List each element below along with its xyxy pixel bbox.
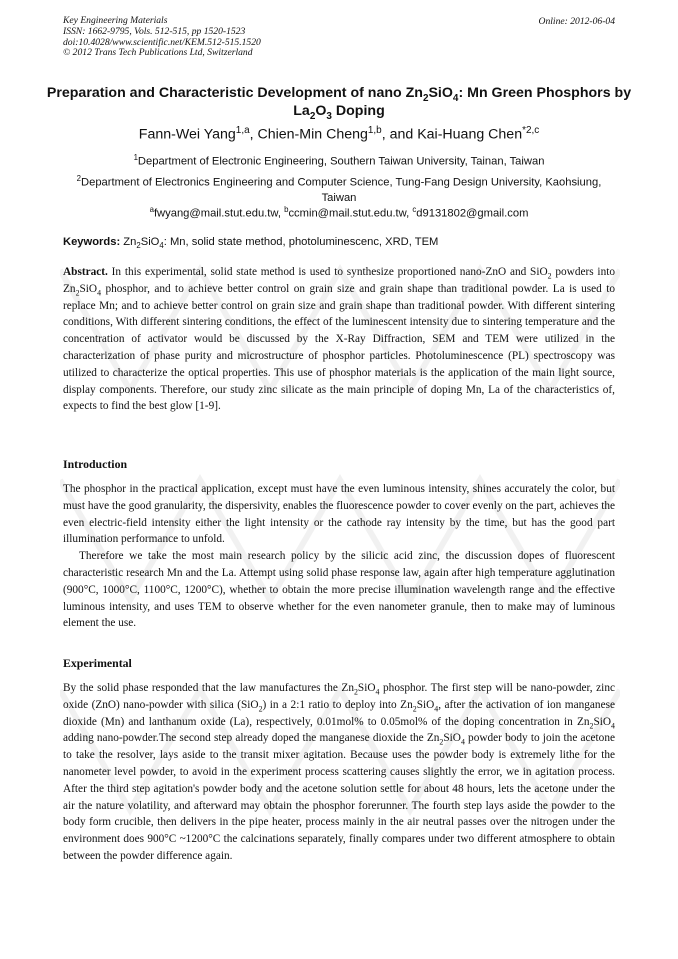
experimental-body: By the solid phase responded that the law manufactures the $Zn_2SiO_4$ phosphor. The first step will be nano-powder, zinc oxide (ZnO) nano-powder with silica (SiO$_2$) in a 2:1 ratio to deploy into $Zn_2SiO_4$, after the activation of ion manganese dioxide (Mn) and lanthanum oxide (La), respectively, 0.01mol% to 0.05mol% of the doping concentration in $Zn_2SiO_4$ adding nano-powder.The second step already doped the manganese dioxide the $Zn_2SiO_4$ powder body to join the acetone to take the resolver, lays aside to the transit mixer agitation. Because uses the powder body is extremely lithe for the nanometer level powder, to avoid in the experiment process scattering causes slightly the error, we in agitation process. After the third step agitation's powder body and the acetone solution settle for about 48 hours, lets the acetone under the air the nature volatility, and afterward may obtain the phosphor forerunner. The fourth step lays aside the powder to the body form crucible, then delivers in the pipe heater, process mainly in the air neutral passes over the nitrogen under the environment does 900°C ~1200°C the calcinations separately, finally compares under two different atmosphere to obtain between the powder difference again. <box>63 682 615 862</box>
affiliation-2: $^2$Department of Electronics Engineering and Computer Science, Tung-Fang Design University, Kaohsiung, Taiwan <box>76 174 602 205</box>
author-list: Fann-Wei Yang$^{1,a}$, Chien-Min Cheng$^{1,b}$, and Kai-Huang Chen$^{*2,c}$ <box>138 125 540 143</box>
author-2: Chien-Min Cheng <box>257 126 368 143</box>
abstract: Abstract. In this experimental, solid state method is used to synthesize proportioned nano-ZnO and SiO$_2$ powders into $Zn_2SiO_4$ phosphor, and to achieve better control on grain size and grain shape than traditional powder. La is used to replace Mn; and to achieve better control on grain size and grain shape than traditional powder. With different sintering conditions, With different sintering conditions, the effect of the luminescent intensity due to sintering temperature and the concentration of activator would be discussed by the X-Ray Diffraction, SEM and TEM were utilized in the characterization of phase purity and microstructure of phosphor particles. Photoluminescence (PL) spectroscopy was utilized to characterize the optical properties. This use of phosphor materials is the application of the main light source, display components. Therefore, our study zinc silicate as the main principle of doping Mn, La of the characteristics of, expects to find the best glow [1-9]. <box>63 266 616 413</box>
intro-paragraph-1: The phosphor in the practical application, except must have the even luminous intensity, shines accurately the color, but must have the good granularity, the dispersivity, enables the fluorescence powder to cover evenly on the part, achieves the even electric-field intensity either the light intensity or the cathode ray intensity by the time, but has the good part illumination performance to unfold. <box>63 483 615 546</box>
affiliation-1: $^1$Department of Electronic Engineering, Southern Taiwan University, Tainan, Taiwan <box>133 153 545 168</box>
author-emails: $^a$fwyang@mail.stut.edu.tw, $^b$ccmin@mail.stut.edu.tw, $^c$d9131802@gmail.com <box>149 205 529 220</box>
introduction-heading: Introduction <box>63 457 128 471</box>
paper-title: Preparation and Characteristic Development of nano $Zn_2SiO_4$: Mn Green Phosphors by $La_2O_3$ Doping <box>46 85 632 122</box>
introduction-body <box>63 481 615 632</box>
copyright-line: © 2012 Trans Tech Publications Ltd, Switzerland <box>63 47 253 59</box>
issn-line: ISSN: 1662-9795, Vols. 512-515, pp 1520-1523 <box>63 25 246 37</box>
author-3: Kai-Huang Chen <box>417 126 523 143</box>
intro-paragraph-2: Therefore we take the most main research policy by the silicic acid zinc, the discussion dopes of fluorescent characteristic research Mn and the La. Attempt using solid phase response law, again after high temperature agglutination (900°C, 1000°C, 1100°C, 1200°C), whether to obtain the more precise illumination wavelength range and the effective luminous intensity, and uses TEM to observe whether for the even nanometer granule, then to make may of luminous element the use. <box>63 550 615 630</box>
author-1: Fann-Wei Yang <box>138 126 236 143</box>
journal-header <box>63 16 261 59</box>
doi-line: doi:10.4028/www.scientific.net/KEM.512-515.1520 <box>63 36 261 48</box>
experimental-heading: Experimental <box>63 656 132 670</box>
keywords: Keywords: $Zn_2SiO_4$: Mn, solid state method, photoluminescenc, XRD, TEM <box>63 236 439 251</box>
journal-name: Key Engineering Materials <box>63 15 168 26</box>
online-date: Online: 2012-06-04 <box>538 16 615 27</box>
